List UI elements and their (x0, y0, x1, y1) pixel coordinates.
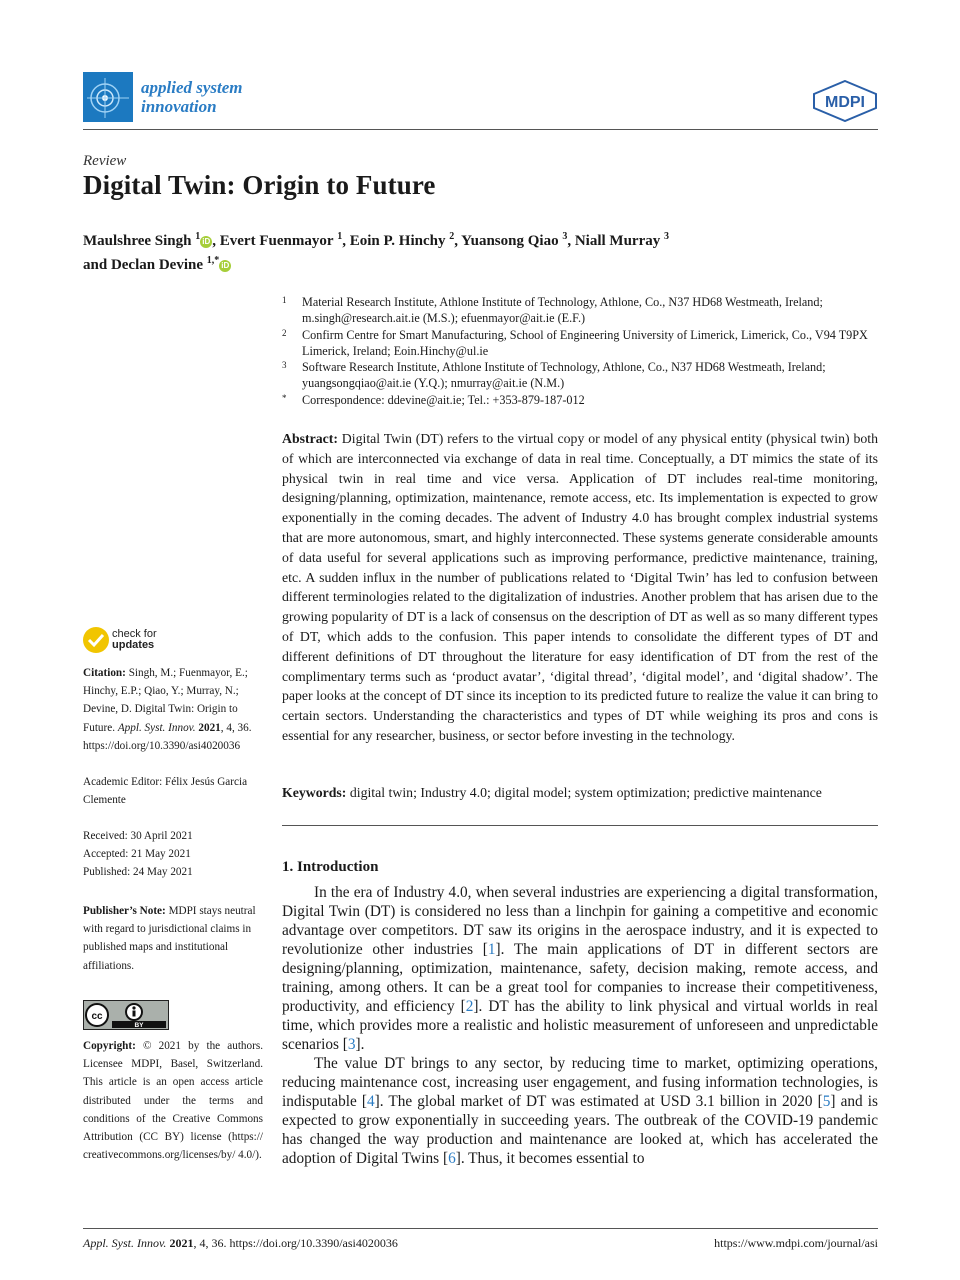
author-name[interactable]: Declan Devine (110, 257, 204, 273)
author-name[interactable]: Maulshree Singh (83, 233, 192, 249)
author-affiliation-number: 3 (562, 231, 568, 242)
journal-name-line1: applied system (141, 78, 243, 97)
keywords-text: digital twin; Industry 4.0; digital model; system optimization; predictive maintenance (349, 785, 822, 800)
author-name[interactable]: Yuansong Qiao (461, 233, 559, 249)
accepted-date: Accepted: 21 May 2021 (83, 848, 191, 861)
author-name[interactable]: Evert Fuenmayor (219, 233, 334, 249)
check-label: check for (112, 628, 157, 640)
introduction-body (282, 883, 878, 1168)
citation-year: 2021 (198, 721, 221, 734)
publisher-note (83, 902, 263, 975)
article-type: Review (83, 153, 127, 169)
paragraph-text: ]. (355, 1036, 365, 1053)
affiliation-text: Material Research Institute, Athlone Institute of Technology, Athlone, Co., N37 HD68 Westmeath, Ireland; m.singh@research.ait.ie (M.S.); efuenmayor@ait.ie (E.F.) (302, 295, 823, 326)
abstract-text: Digital Twin (DT) refers to the virtual copy or model of any physical entity (physical twin) both of which are interconnected via exchange of data in real time. Conceptually, a DT mimics the state of its physical twin in real time and vice versa. Application of DT includes real-time monitoring, designing/planning, optimization, maintenance, remote access, etc. Its implementation is expected to grow exponentially in the coming decades. The advent of Industry 4.0 has brought complex industrial systems that are more autonomous, smart, and highly interconnected. These systems generate considerable amounts of data useful for several applications such as improving performance, predictive maintenance, training, etc. A sudden influx in the number of publications related to ‘Digital Twin’ has led to confusion between different terminologies related to the digitalization of industries. Another problem that has arisen due to the growing popularity of DT is a lack of consensus on the description of DT as well as so many different types of DT, which adds to the confusion. This paper intends to consolidate the different types of DT and different definitions of DT throughout the literature for easy identification of DT from the rest of the complimentary terms such as ‘product avatar’, ‘digital thread’, ‘digital model’, and ‘digital shadow’. The paper looks at the concept of DT since its inception to its predicted future to realize the value it can bring to certain sectors. Understanding the characteristics and types of DT while weighing its pros and cons is essential for any researcher, business, or sector before investing in the technology. (282, 431, 878, 743)
abstract (282, 429, 878, 746)
updates-label: updates (112, 639, 155, 651)
cc-by-label: BY (134, 1022, 144, 1029)
footer-journal: Appl. Syst. Innov. (83, 1236, 167, 1250)
affiliation-text: Confirm Centre for Smart Manufacturing, School of Engineering University of Limerick, Limerick, Co., V94 T9PX Limerick, Ireland; Eoin.Hinchy@ul.ie (302, 327, 868, 358)
paragraph-text: ] and is expected to grow exponentially in succeeding years. The outbreak of the COVID-19 pandemic has changed the way production and maintenance are looked at, which has accelerated the adoption of Digital Twins [ (282, 1093, 878, 1167)
mdpi-logo[interactable] (812, 80, 878, 122)
citation-link[interactable]: 1 (487, 941, 496, 958)
paragraph-text: In the era of Industry 4.0, when several industries are experiencing a digital transformation, Digital Twin (DT) is considered no less than a linchpin for gaining a competitive and economic advantage over competitors. DT saw its origins in the aerospace industry, and it is expected to revolutionize other industries [ (282, 884, 878, 958)
citation-link[interactable]: 3 (347, 1036, 356, 1053)
footer-doi[interactable]: , 4, 36. https://doi.org/10.3390/asi4020036 (193, 1236, 398, 1250)
citation-label: Citation: (83, 667, 126, 679)
header-divider (83, 129, 878, 130)
author-affiliation-number: 3 (663, 231, 669, 242)
copyright-text: © 2021 by the authors. Licensee MDPI, Basel, Switzerland. This article is an open access article distributed under the terms and conditions of the Creative Commons Attribution (CC BY) license (https:// creativecommons.org/licenses/by/ 4.0/). (83, 1040, 263, 1162)
paragraph (282, 1054, 878, 1168)
citation-doi[interactable]: , 4, 36. https://doi.org/10.3390/asi4020036 (83, 721, 252, 752)
citation-link[interactable]: 4 (366, 1093, 375, 1110)
paragraph-text: ]. Thus, it becomes essential to (455, 1150, 645, 1167)
author-affiliation-number: 1,* (206, 255, 220, 266)
keywords-label: Keywords: (282, 785, 347, 800)
paragraph-text: ]. The global market of DT was estimated at USD 3.1 billion in 2020 [ (374, 1093, 823, 1110)
svg-text:cc: cc (91, 1011, 103, 1022)
citation-link[interactable]: 2 (465, 998, 474, 1015)
author-list: Maulshree Singh $^1$ iD , Evert Fuenmayor $^1$, Eoin P. Hinchy $^2$, Yuansong Qiao $^3$, Niall Murray $^3$ and Declan Devine $^{1,*}$ iD (83, 231, 669, 273)
citation-link[interactable]: 5 (822, 1093, 831, 1110)
publication-dates (83, 827, 263, 882)
paragraph-text: ]. DT has the ability to link physical and virtual worlds in real time, which provides more a realistic and holistic measurement of unforeseen and unpredictable scenarios [ (282, 998, 878, 1053)
citation-link[interactable]: 6 (448, 1150, 456, 1167)
journal-logo-icon (83, 72, 133, 122)
checkmark-icon (83, 627, 109, 653)
footer-divider (83, 1228, 878, 1229)
affiliation-text: Correspondence: ddevine@ait.ie; Tel.: +353-879-187-012 (302, 392, 585, 407)
footer-journal-url[interactable]: https://www.mdpi.com/journal/asi (714, 1236, 878, 1250)
author-affiliation-number: 1 (337, 231, 343, 242)
published-date: Published: 24 May 2021 (83, 866, 193, 879)
affiliation-item (282, 294, 882, 327)
journal-logo-graphic (83, 72, 133, 122)
affiliation-item (282, 359, 882, 392)
paragraph-text: ]. The main applications of DT in different sectors are designing/planning, optimization, maintenance, safety, decision making, remote access, and training, among others. It can be a great tool for companies to increase their competitiveness, productivity, and efficiency [ (282, 941, 879, 1015)
abstract-divider (282, 825, 878, 826)
creative-commons-icon (84, 1001, 168, 1029)
journal-name (141, 78, 281, 116)
orcid-icon[interactable]: iD (202, 237, 211, 246)
affiliations (282, 294, 882, 408)
mdpi-logo-text: MDPI (825, 94, 865, 111)
copyright-block (83, 1037, 263, 1164)
paragraph-text: The value DT brings to any sector, by reducing time to market, optimizing operations, reducing maintenance cost, increasing user engagement, and fusing information technologies, is indisputable [ (282, 1055, 878, 1110)
affiliation-number: * (282, 392, 287, 403)
citation-block (83, 664, 263, 755)
orcid-icon[interactable]: iD (221, 261, 230, 270)
affiliation-item (282, 327, 882, 360)
mdpi-logo-icon (812, 80, 878, 122)
affiliation-item (282, 392, 882, 408)
copyright-label: Copyright: (83, 1040, 136, 1052)
abstract-label: Abstract: (282, 431, 338, 446)
check-for-updates-button[interactable] (83, 627, 203, 655)
author-name[interactable]: Eoin P. Hinchy (349, 233, 446, 249)
keywords (282, 783, 878, 803)
journal-name-line2: innovation (141, 97, 217, 116)
author-affiliation-number: 1 (195, 231, 201, 242)
footer-year: 2021 (169, 1236, 194, 1250)
author-name[interactable]: Niall Murray (574, 233, 661, 249)
author-affiliation-number: 2 (449, 231, 455, 242)
author-conjunction: and (83, 257, 108, 273)
academic-editor: Academic Editor: Félix Jesús Garcia Clemente (83, 776, 248, 807)
footer-citation (83, 1236, 398, 1251)
article-title: Digital Twin: Origin to Future (83, 170, 436, 200)
affiliation-text: Software Research Institute, Athlone Institute of Technology, Athlone, Co., N37 HD68 Westmeath, Ireland; yuangsongqiao@ait.ie (Y.Q.); nmurray@ait.ie (N.M.) (302, 360, 826, 391)
cc-license-badge[interactable] (83, 1000, 169, 1030)
publisher-note-text: MDPI stays neutral with regard to jurisdictional claims in published maps and institutional affiliations. (83, 905, 256, 972)
citation-journal: Appl. Syst. Innov. (117, 721, 196, 734)
received-date: Received: 30 April 2021 (83, 830, 193, 842)
affiliation-number: 3 (282, 360, 287, 371)
citation-text: Singh, M.; Fuenmayor, E.; Hinchy, E.P.; Qiao, Y.; Murray, N.; Devine, D. Digital Twin: Origin to Future. (83, 667, 248, 734)
publisher-note-label: Publisher’s Note: (83, 905, 166, 917)
affiliation-number: 2 (282, 327, 287, 338)
affiliation-number: 1 (282, 295, 287, 305)
section-heading: 1. Introduction (282, 859, 379, 875)
paragraph (282, 883, 878, 1054)
